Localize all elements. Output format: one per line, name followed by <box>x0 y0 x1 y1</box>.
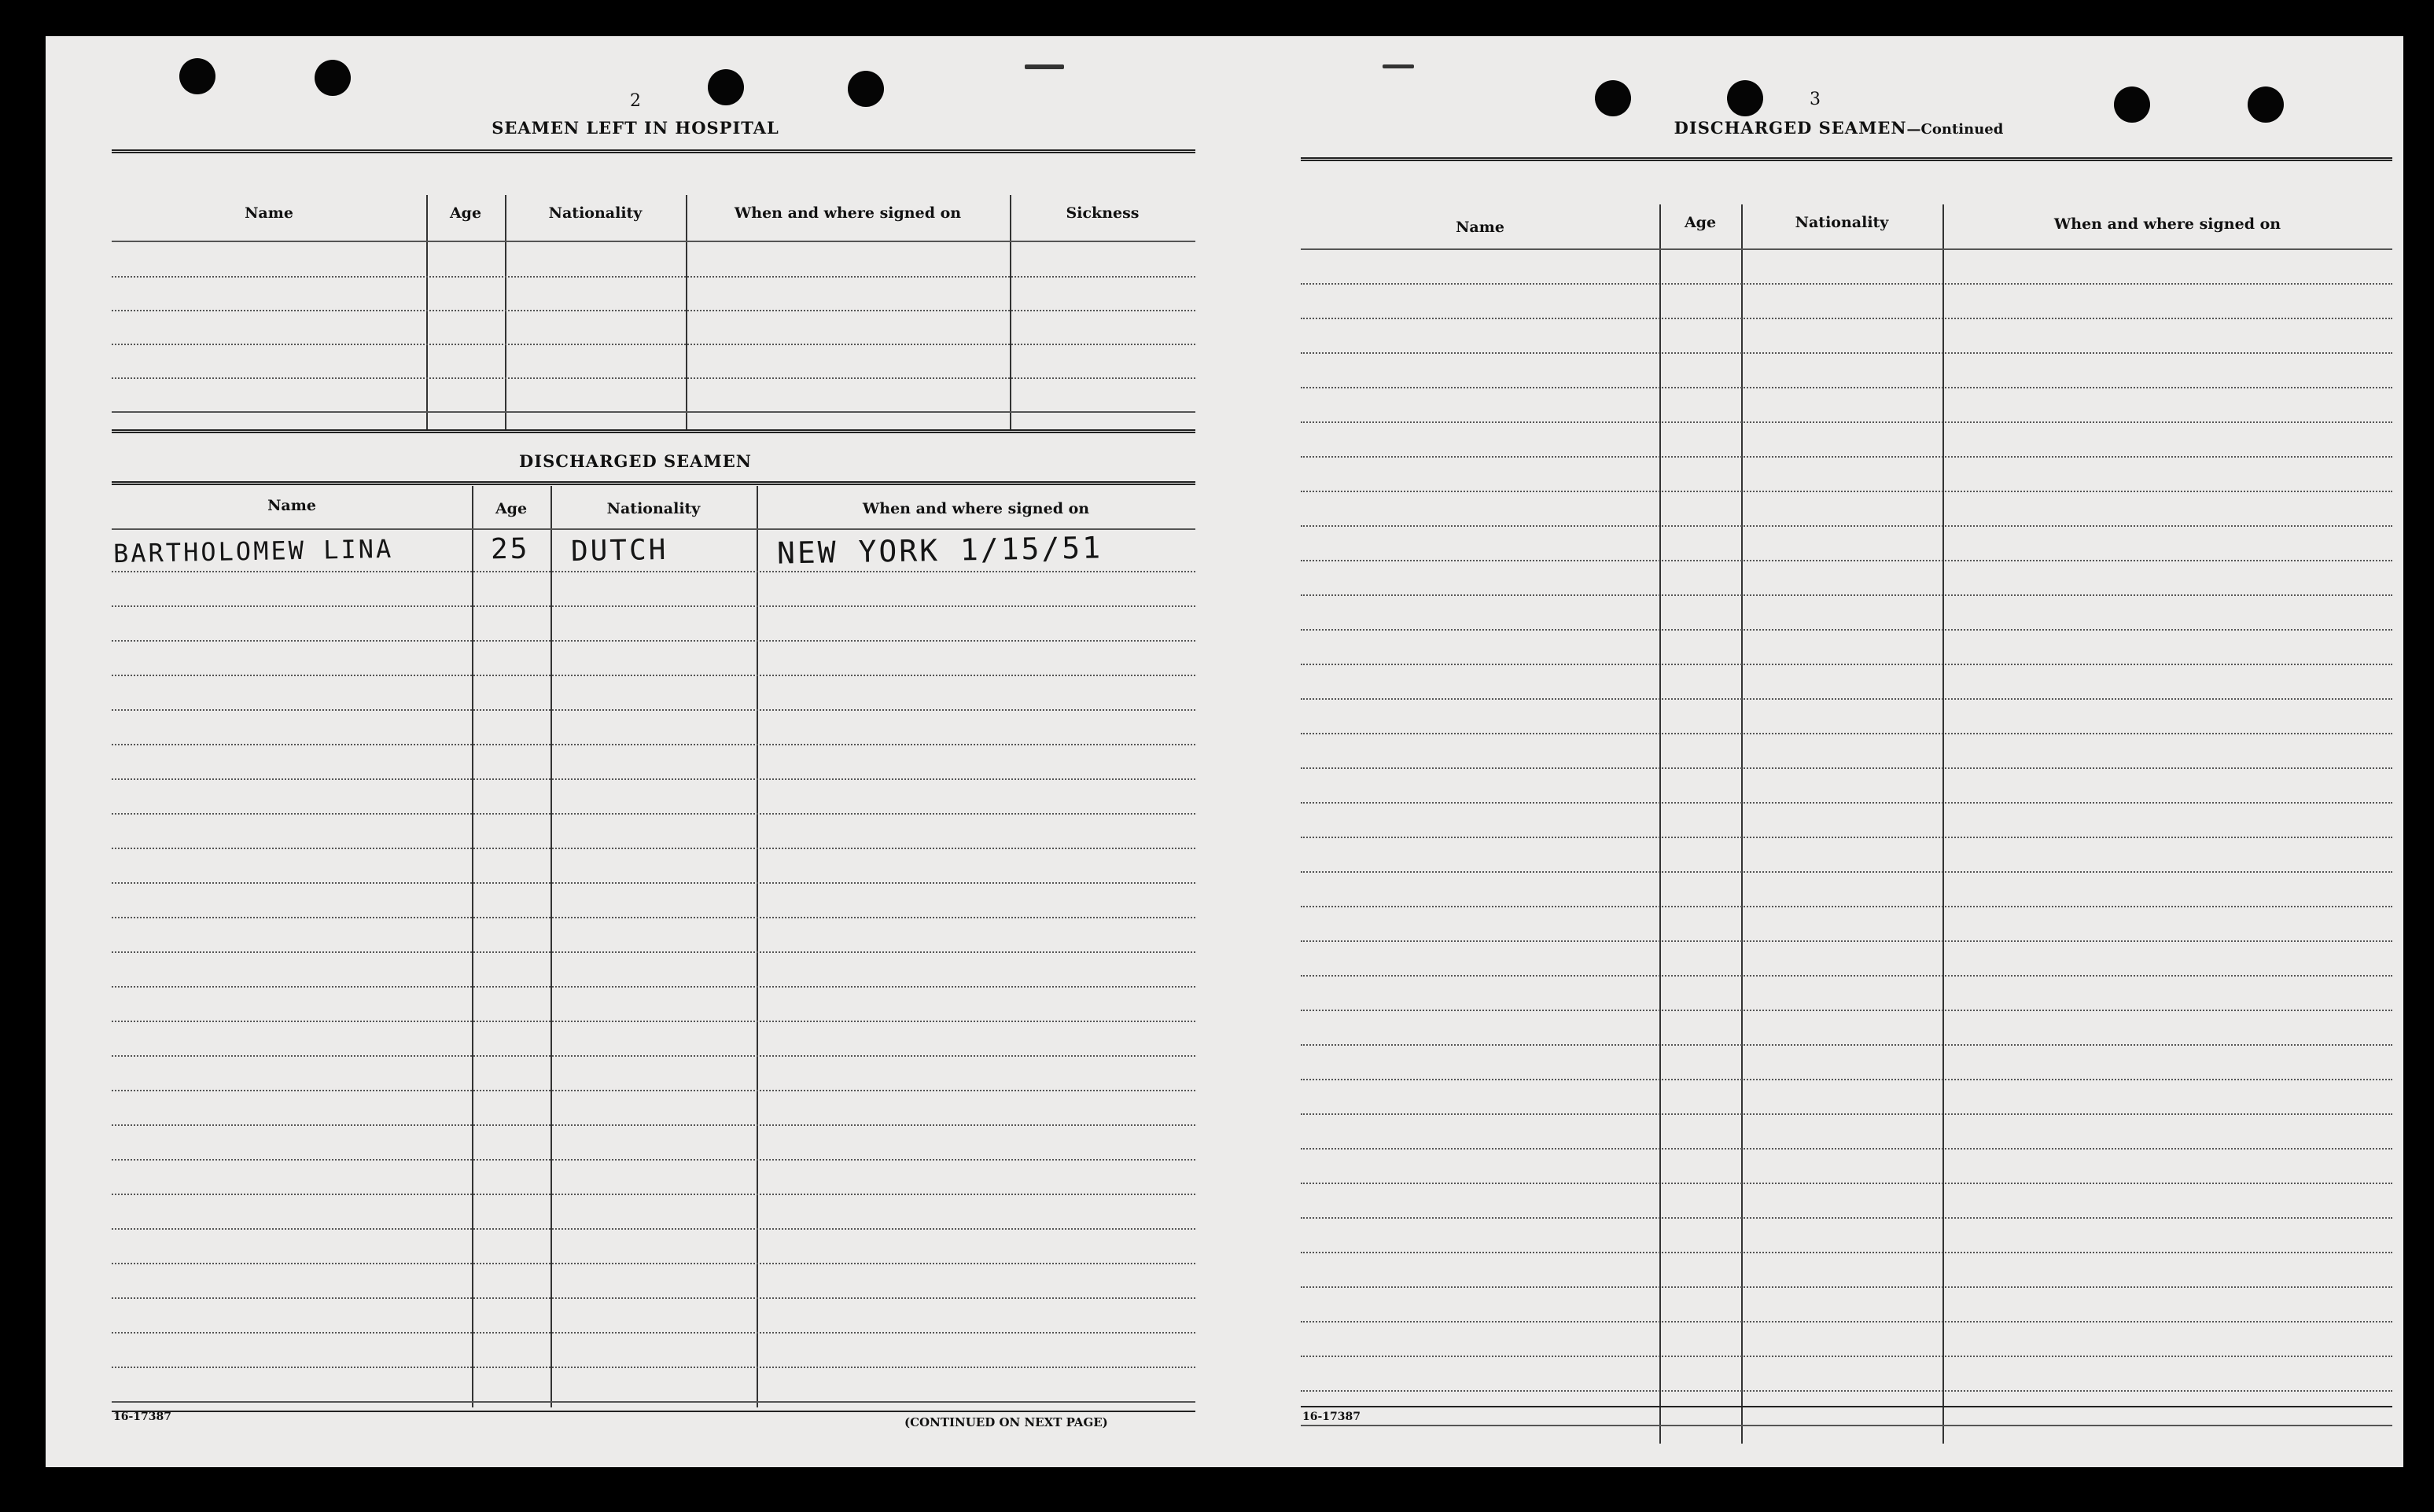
column-header-nationality: Nationality <box>548 204 643 222</box>
section-title-hospital: SEAMEN LEFT IN HOSPITAL <box>492 118 779 138</box>
speck <box>1383 64 1414 68</box>
row-line <box>1301 1113 2392 1115</box>
row-line <box>1301 1321 2392 1323</box>
row-line <box>1301 525 2392 527</box>
row-line <box>112 882 1195 884</box>
header-rule <box>112 528 1195 530</box>
row-line <box>1301 491 2392 492</box>
page-number: 3 <box>1810 90 1821 109</box>
row-line <box>112 848 1195 849</box>
row-line <box>112 571 1195 572</box>
row-line <box>1301 733 2392 734</box>
speck <box>1025 64 1064 69</box>
column-divider <box>426 195 428 431</box>
row-line <box>1301 940 2392 942</box>
row-line <box>1301 1044 2392 1046</box>
punch-hole <box>2114 86 2150 123</box>
row-line <box>1301 1183 2392 1184</box>
row-line <box>1301 1356 2392 1357</box>
row-line <box>112 640 1195 642</box>
row-line <box>1301 560 2392 561</box>
column-header-signed-on: When and where signed on <box>2053 215 2281 233</box>
header-rule <box>1301 248 2392 250</box>
row-line <box>112 1124 1195 1126</box>
row-line <box>1301 802 2392 804</box>
column-divider <box>1010 195 1011 431</box>
form-number: 16-17387 <box>113 1411 171 1423</box>
row-line <box>1301 1217 2392 1219</box>
column-divider <box>686 195 687 431</box>
row-line <box>112 1263 1195 1264</box>
row-line <box>1301 1079 2392 1080</box>
row-line <box>1301 352 2392 354</box>
row-line <box>1301 283 2392 285</box>
punch-hole <box>708 69 744 105</box>
row-line <box>112 310 1195 311</box>
document-sheet <box>46 36 2403 1467</box>
row-line <box>112 1021 1195 1022</box>
column-divider <box>757 486 758 1407</box>
row-line <box>1301 1148 2392 1150</box>
row-line <box>1301 664 2392 665</box>
row-line <box>1301 387 2392 388</box>
row-line <box>112 917 1195 918</box>
row-line <box>1301 837 2392 838</box>
row-line <box>112 709 1195 711</box>
row-line <box>112 813 1195 815</box>
entry-nationality: DUTCH <box>570 533 668 568</box>
column-header-signed-on: When and where signed on <box>862 500 1090 517</box>
row-line <box>1301 698 2392 700</box>
punch-hole <box>179 58 215 94</box>
row-line <box>1301 1286 2392 1288</box>
punch-hole <box>1595 80 1631 116</box>
punch-hole <box>315 60 351 96</box>
punch-hole <box>2248 86 2284 123</box>
column-header-nationality: Nationality <box>606 500 701 517</box>
row-line <box>112 951 1195 953</box>
column-header-signed-on: When and where signed on <box>734 204 962 222</box>
column-divider <box>1741 204 1743 1444</box>
section-rule <box>112 429 1195 433</box>
title-text: DISCHARGED SEAMEN <box>1674 118 1907 138</box>
row-line <box>1301 975 2392 977</box>
row-line <box>112 1159 1195 1161</box>
row-line <box>112 605 1195 607</box>
section-rule <box>112 481 1195 485</box>
row-line <box>1301 906 2392 907</box>
row-line <box>1301 871 2392 873</box>
row-line <box>112 1055 1195 1057</box>
continued-note: (CONTINUED ON NEXT PAGE) <box>904 1415 1108 1429</box>
row-line <box>112 744 1195 745</box>
row-line <box>112 1090 1195 1091</box>
row-line <box>112 411 1195 413</box>
column-header-sickness: Sickness <box>1066 204 1140 222</box>
header-rule <box>112 241 1195 242</box>
column-divider <box>551 486 552 1407</box>
row-line <box>1301 629 2392 631</box>
entry-age: 25 <box>490 532 530 566</box>
discharged-continued-table <box>1301 162 2392 1436</box>
row-line <box>112 377 1195 379</box>
row-line <box>112 986 1195 988</box>
column-divider <box>472 486 473 1407</box>
row-line <box>112 1367 1195 1368</box>
section-rule <box>112 149 1195 153</box>
row-line <box>112 1194 1195 1195</box>
title-suffix: —Continued <box>1906 121 2004 138</box>
row-line <box>1301 318 2392 319</box>
section-rule <box>1301 157 2392 161</box>
hospital-table <box>112 154 1195 437</box>
column-header-name: Name <box>245 204 293 222</box>
row-line <box>112 1332 1195 1334</box>
punch-hole <box>1727 80 1763 116</box>
row-line <box>112 1228 1195 1230</box>
row-line <box>1301 421 2392 423</box>
row-line <box>1301 1010 2392 1011</box>
form-number: 16-17387 <box>1302 1411 1361 1423</box>
entry-name: BARTHOLOMEW LINA <box>112 533 394 569</box>
row-line <box>112 344 1195 345</box>
column-divider <box>1942 204 1944 1444</box>
discharged-table <box>112 486 1195 1445</box>
row-line <box>112 1401 1195 1403</box>
row-line <box>112 276 1195 278</box>
row-line <box>1301 456 2392 458</box>
row-line <box>1301 1425 2392 1426</box>
row-line <box>1301 767 2392 769</box>
column-divider <box>505 195 506 431</box>
section-title-discharged-continued <box>1587 118 2090 138</box>
column-header-age: Age <box>495 500 528 517</box>
row-line <box>1301 594 2392 596</box>
column-header-name: Name <box>267 497 316 514</box>
row-line <box>112 1297 1195 1299</box>
row-line <box>112 778 1195 780</box>
row-line <box>1301 1390 2392 1392</box>
bottom-rule <box>1301 1406 2392 1407</box>
column-header-age: Age <box>449 204 482 222</box>
bottom-rule <box>112 1411 1195 1412</box>
column-divider <box>1659 204 1661 1444</box>
page-number: 2 <box>630 91 641 111</box>
row-line <box>1301 1252 2392 1253</box>
section-title-discharged: DISCHARGED SEAMEN <box>519 451 752 471</box>
column-header-age: Age <box>1684 214 1717 231</box>
column-header-name: Name <box>1456 219 1504 236</box>
punch-hole <box>848 71 884 107</box>
row-line <box>112 675 1195 676</box>
column-header-nationality: Nationality <box>1795 214 1889 231</box>
entry-signed-on: NEW YORK 1/15/51 <box>776 530 1103 571</box>
